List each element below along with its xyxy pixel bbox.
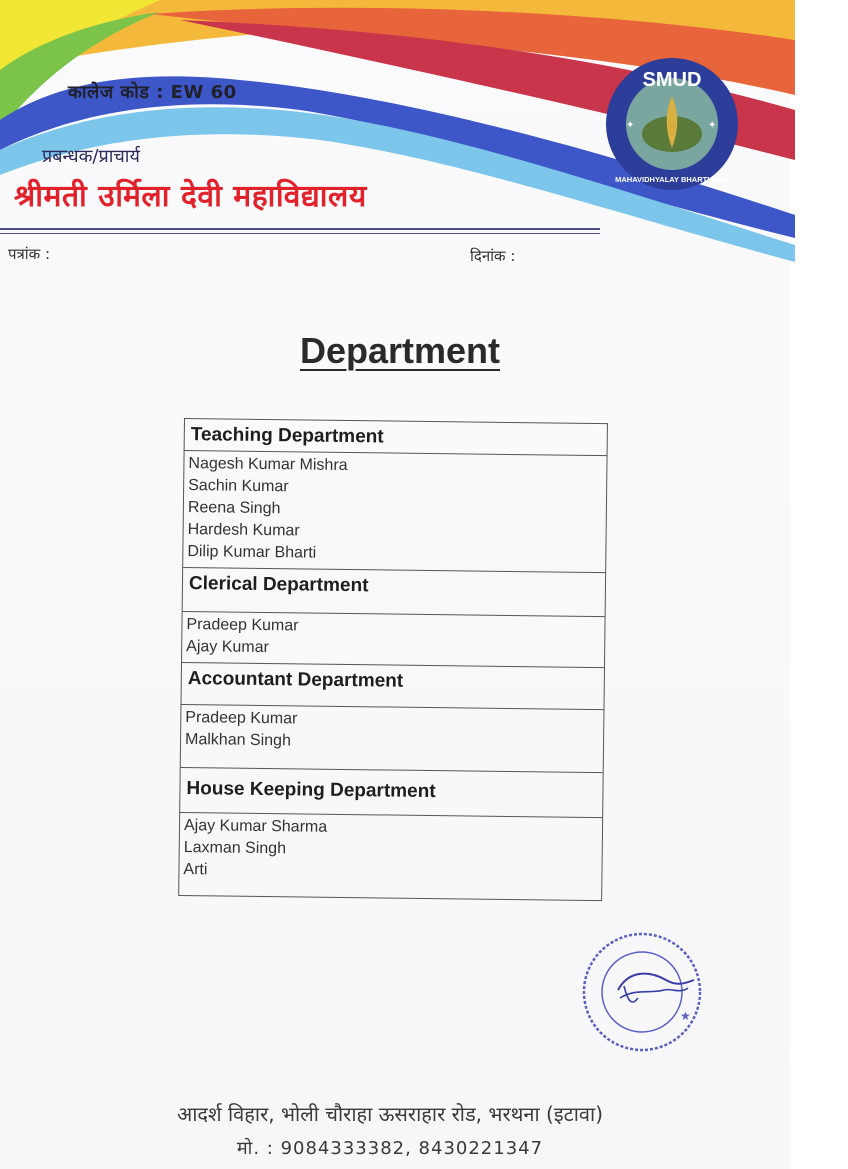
svg-text:✦: ✦ (708, 120, 717, 131)
department-heading: Accountant Department (181, 663, 603, 710)
member-name: Pradeep Kumar (186, 616, 299, 635)
member-name: Reena Singh (187, 499, 281, 518)
department-heading: Clerical Department (183, 568, 606, 617)
footer-phone: मो. : 9084333382, 8430221347 (236, 1138, 544, 1159)
footer-address: आदर्श विहार, भोली चौराहा ऊसराहार रोड, भरथना (इटावा) (176, 1102, 604, 1126)
department-section (182, 568, 605, 668)
logo-text: SMUD (642, 69, 702, 91)
svg-text:✦: ✦ (626, 120, 635, 131)
department-section (183, 419, 607, 573)
department-section (181, 663, 604, 773)
reference-number-label: पत्रांक : (8, 245, 51, 263)
college-code: कालेज कोड : EW 60 (68, 82, 237, 103)
member-name: Laxman Singh (183, 839, 287, 858)
department-members (181, 705, 604, 773)
date-label: दिनांक : (470, 247, 516, 265)
member-name: Ajay Kumar Sharma (183, 817, 328, 836)
department-members (183, 451, 606, 573)
department-heading: Teaching Department (185, 419, 607, 456)
department-heading: House Keeping Department (180, 768, 603, 818)
page-title-text: Department (299, 330, 501, 371)
member-name: Malkhan Singh (184, 731, 292, 750)
department-table (178, 418, 608, 901)
letterhead (0, 0, 795, 270)
member-name: Arti (183, 861, 208, 879)
member-name: Nagesh Kumar Mishra (188, 455, 348, 475)
member-name: Sachin Kumar (188, 477, 289, 496)
member-name: Dilip Kumar Bharti (187, 543, 317, 562)
page-title (0, 330, 800, 372)
department-members (182, 612, 605, 668)
member-name: Pradeep Kumar (185, 709, 298, 728)
member-name: Ajay Kumar (186, 638, 270, 657)
svg-text:★: ★ (680, 1009, 691, 1023)
college-logo (604, 56, 740, 192)
logo-subtext: MAHAVIDHYALAY BHARTHANA (615, 175, 729, 184)
official-stamp-signature (580, 928, 710, 1056)
department-members (179, 813, 602, 900)
member-name: Hardesh Kumar (187, 521, 300, 540)
college-name: श्रीमती उर्मिला देवी महाविद्यालय (14, 179, 367, 214)
role-label: प्रबन्धक/प्राचार्य (42, 146, 140, 167)
department-section (179, 768, 603, 900)
